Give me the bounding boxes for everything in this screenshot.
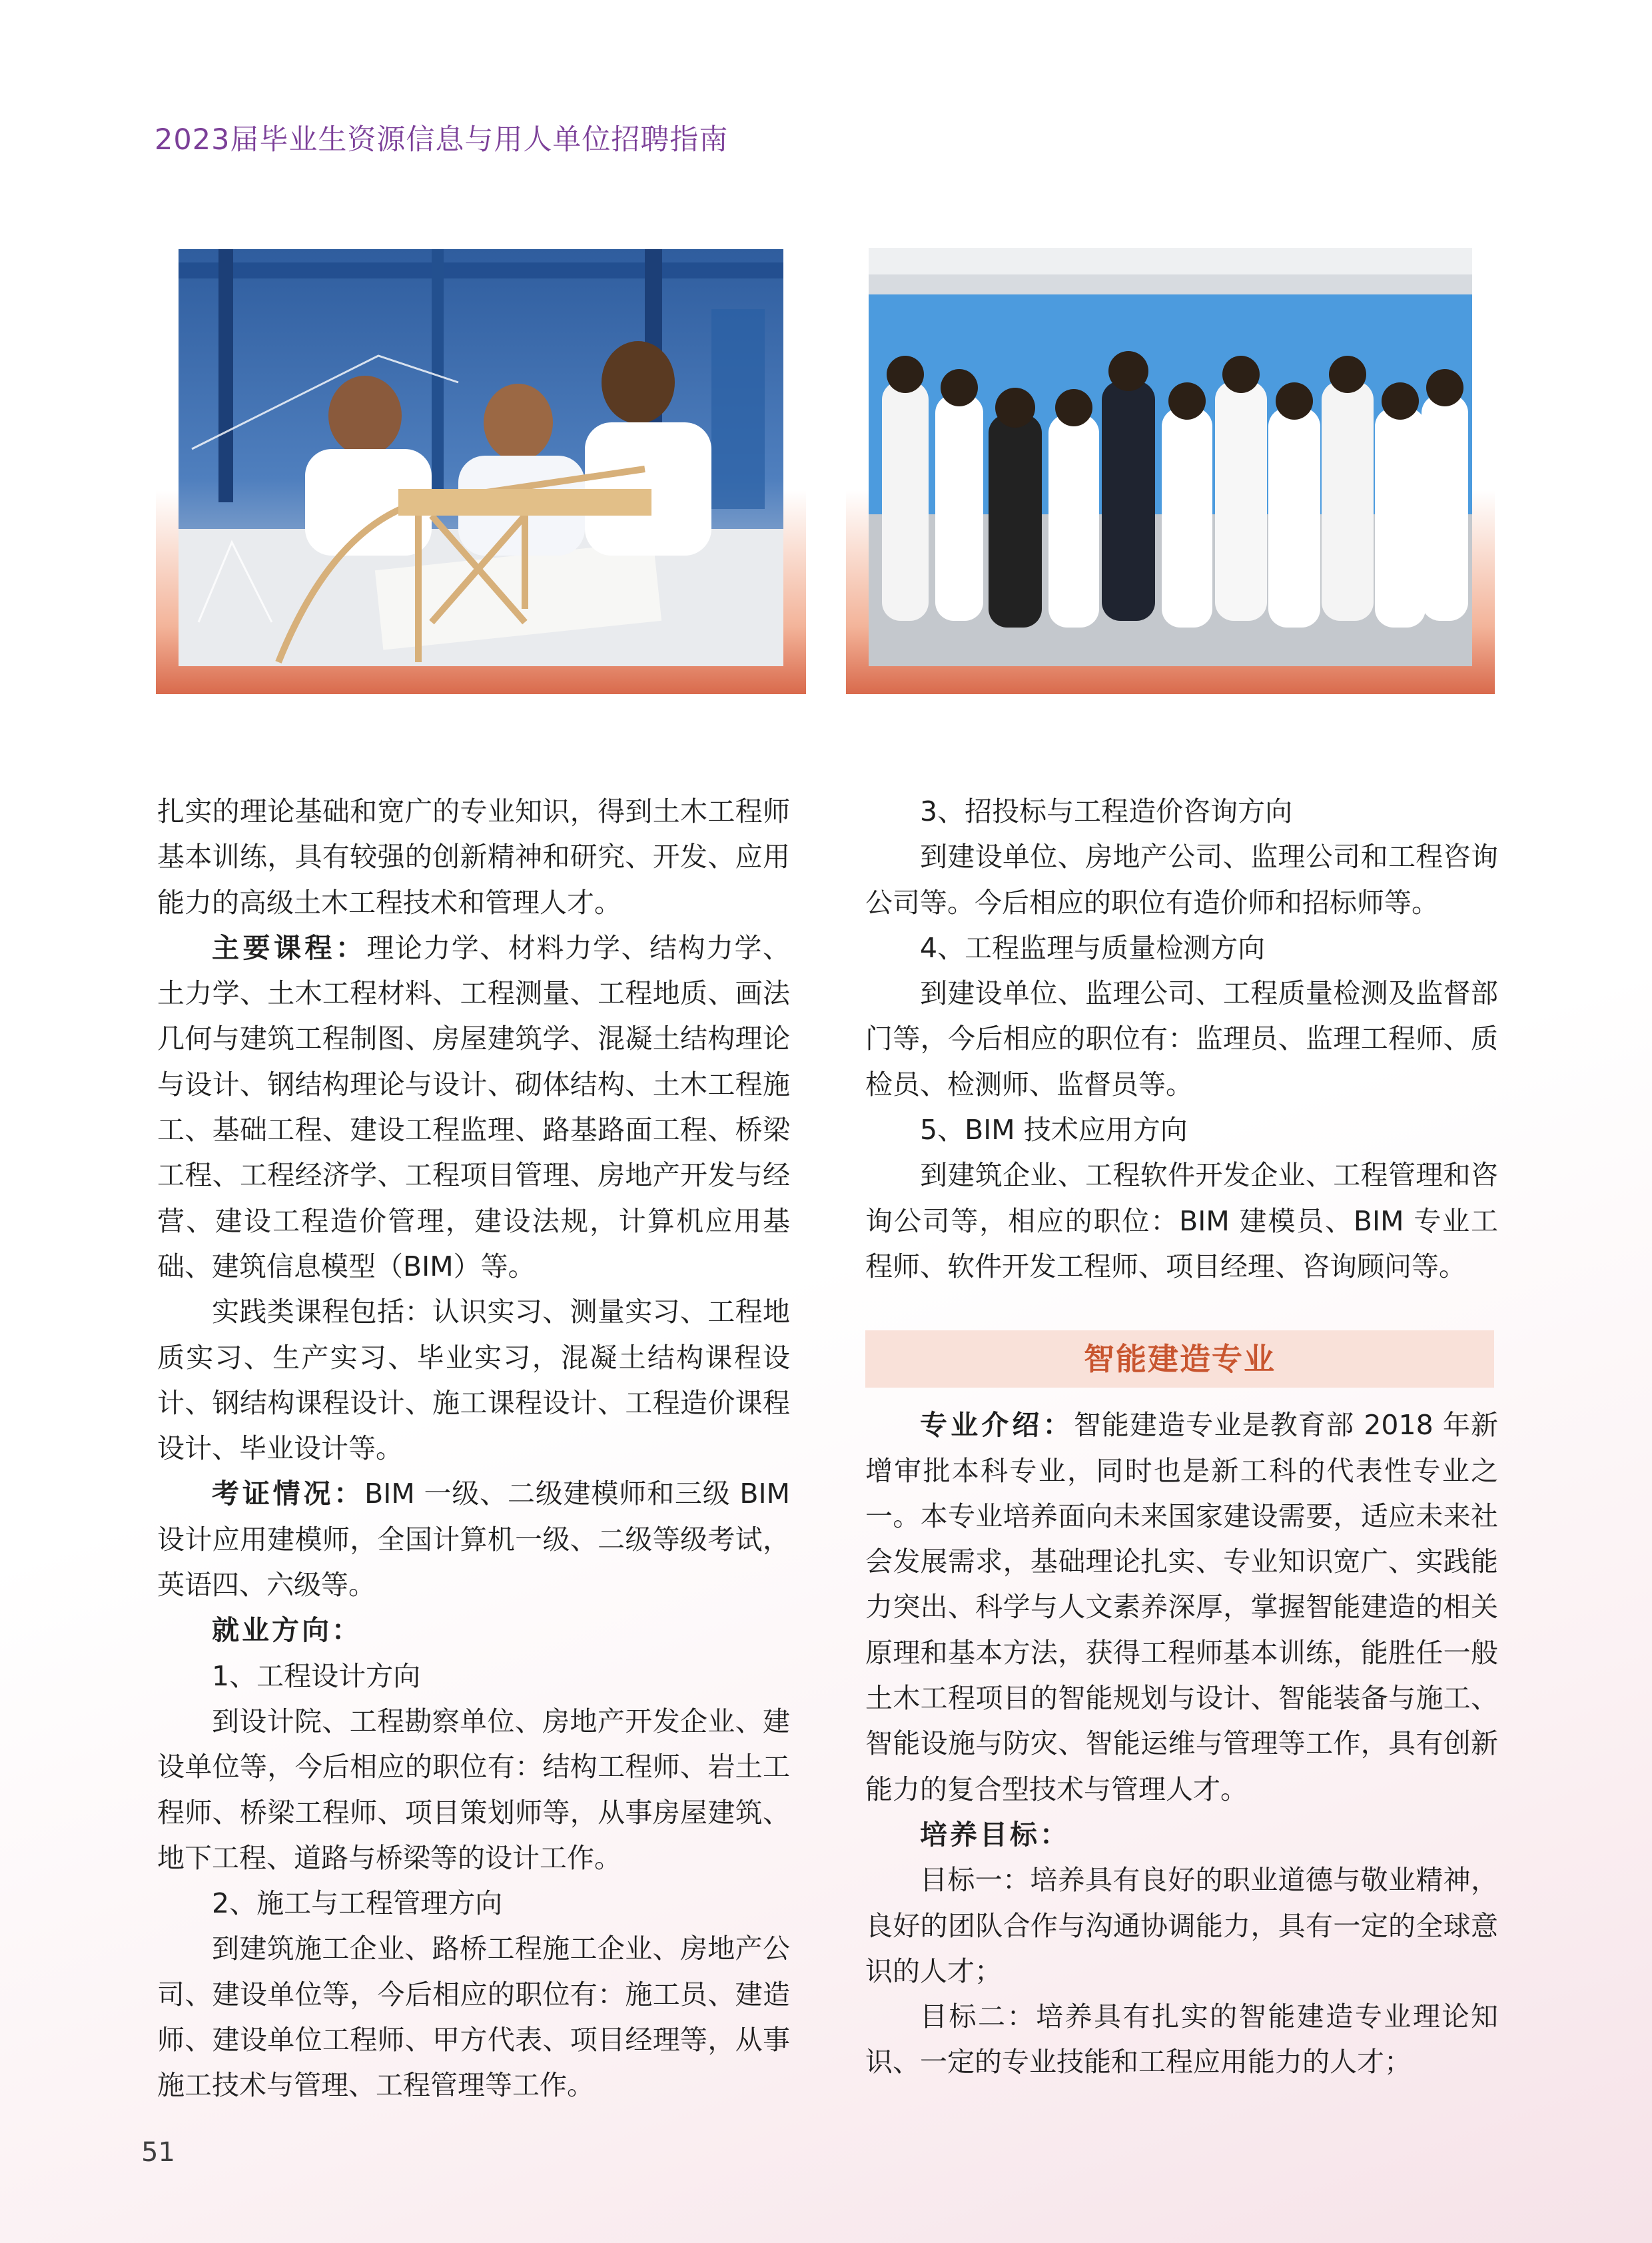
section-title: 智能建造专业	[1084, 1341, 1276, 1378]
page-header-title: 2023届毕业生资源信息与用人单位招聘指南	[155, 123, 729, 157]
photo-frame-left	[156, 241, 806, 694]
goal-2: 目标二：培养具有扎实的智能建造专业理论知识、一定的专业技能和工程应用能力的人才；	[865, 2001, 1498, 2078]
direction-4-text: 到建设单位、监理公司、工程质量检测及监督部门等，今后相应的职位有：监理员、监理工程师、质检员、检测师、监督员等。	[865, 977, 1498, 1101]
paragraph-goals-label	[865, 1812, 1498, 1857]
paragraph-certification	[157, 1471, 790, 1607]
photo-frame-right	[846, 241, 1495, 694]
text-main-courses: 理论力学、材料力学、结构力学、土力学、土木工程材料、工程测量、工程地质、画法几何与建筑工程制图、房屋建筑学、混凝土结构理论与设计、钢结构理论与设计、砌体结构、土木工程施工、基础工程、建设工程监理、路基路面工程、桥梁工程、工程经济学、工程项目管理、房地产开发与经营、建设工程造价管理，建设法规，计算机应用基础、建筑信息模型（BIM）等。	[157, 931, 791, 1282]
label-major-intro: 专业介绍：	[920, 1409, 1074, 1442]
paragraph-major-intro	[865, 1402, 1498, 1812]
label-training-goals: 培养目标：	[920, 1818, 1070, 1851]
right-text-column	[865, 789, 1498, 2085]
label-employment: 就业方向：	[212, 1614, 362, 1647]
paragraph-main-courses	[157, 925, 790, 1289]
page-number: 51	[141, 2137, 175, 2168]
direction-1-title: 1、工程设计方向	[212, 1659, 421, 1692]
students-bridge-model-photo	[179, 249, 783, 666]
label-main-courses: 主要课程：	[212, 931, 367, 964]
direction-3-text: 到建设单位、房地产公司、监理公司和工程咨询公司等。今后相应的职位有造价师和招标师等。	[865, 841, 1498, 919]
direction-2-text: 到建筑施工企业、路桥工程施工企业、房地产公司、建设单位等，今后相应的职位有：施工员、建造师、建设单位工程师、甲方代表、项目经理等，从事施工技术与管理、工程管理等工作。	[157, 1933, 790, 2102]
left-text-column	[157, 789, 790, 2108]
text-major-intro: 智能建造专业是教育部 2018 年新增审批本科专业，同时也是新工科的代表性专业之一。本专业培养面向未来国家建设需要，适应未来社会发展需求，基础理论扎实、专业知识宽广、实践能力突出、科学与人文素养深厚，掌握智能建造的相关原理和基本方法，获得工程师基本训练，能胜任一般土木工程项目的智能规划与设计、智能装备与施工、智能设施与防灾、智能运维与管理等工作，具有创新能力的复合型技术与管理人才。	[865, 1409, 1499, 1805]
direction-3-title: 3、招投标与工程造价咨询方向	[920, 795, 1293, 827]
label-certification: 考证情况：	[212, 1478, 365, 1510]
section-header-band	[865, 1330, 1494, 1388]
text-certification: BIM 一级、二级建模师和三级 BIM 设计应用建模师，全国计算机一级、二级等级考试，英语四、六级等。	[157, 1478, 790, 1601]
direction-1-text: 到设计院、工程勘察单位、房地产开发企业、建设单位等，今后相应的职位有：结构工程师、岩土工程师、桥梁工程师、项目策划师等，从事房屋建筑、地下工程、道路与桥梁等的设计工作。	[157, 1705, 790, 1874]
paragraph-intro-continued: 扎实的理论基础和宽广的专业知识，得到土木工程师基本训练，具有较强的创新精神和研究、开发、应用能力的高级土木工程技术和管理人才。	[157, 795, 790, 919]
paragraph-employment-label	[157, 1607, 790, 1653]
direction-2-title: 2、施工与工程管理方向	[212, 1887, 503, 1920]
direction-5-title: 5、BIM 技术应用方向	[920, 1114, 1188, 1146]
goal-1: 目标一：培养具有良好的职业道德与敬业精神，良好的团队合作与沟通协调能力，具有一定的全球意识的人才；	[865, 1864, 1498, 1987]
group-photo-banner	[869, 248, 1472, 666]
direction-4-title: 4、工程监理与质量检测方向	[920, 931, 1266, 964]
paragraph-practice-courses: 实践类课程包括：认识实习、测量实习、工程地质实习、生产实习、毕业实习，混凝土结构课程设计、钢结构课程设计、施工课程设计、工程造价课程设计、毕业设计等。	[157, 1296, 790, 1465]
direction-5-text: 到建筑企业、工程软件开发企业、工程管理和咨询公司等，相应的职位：BIM 建模员、BIM 专业工程师、软件开发工程师、项目经理、咨询顾问等。	[865, 1159, 1498, 1282]
